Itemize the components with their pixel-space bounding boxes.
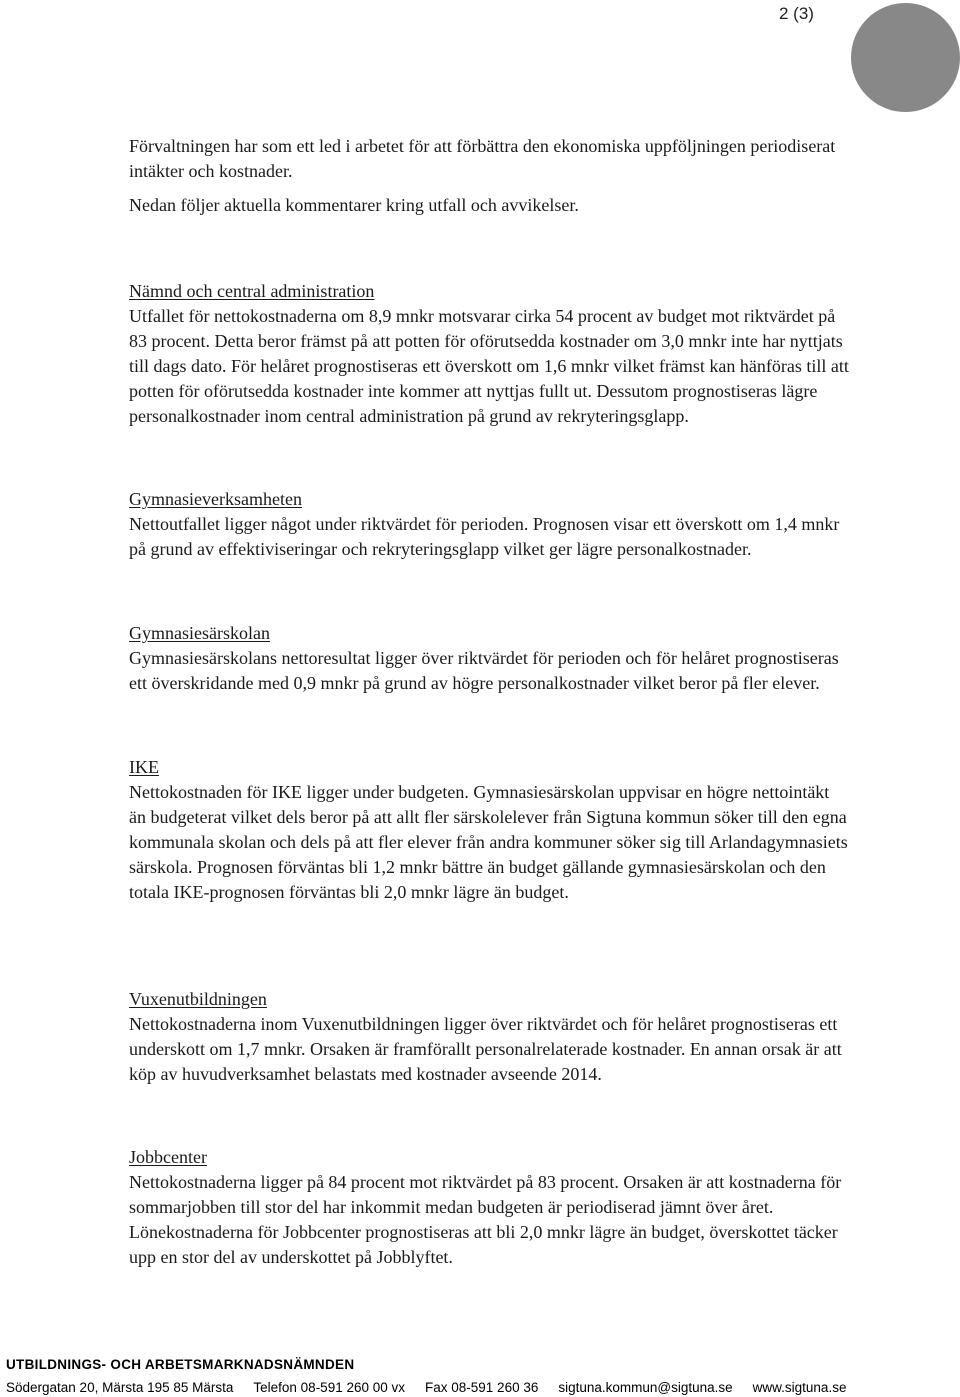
section-body: Nettokostnaderna ligger på 84 procent mot riktvärdet på 83 procent. Orsaken är att kostnaderna för sommarjobben till stor del har inkommit medan budgeten är periodiserad jämnt över året. Lönekostnaderna för Jobbcenter prognostiseras att bli 2,0 mnkr lägre än budget, överskottet täcker upp en stor del av underskottet på Jobblyftet. xyxy=(129,1172,842,1267)
section-heading: Vuxenutbildningen xyxy=(129,989,267,1009)
footer-organization: UTBILDNINGS- OCH ARBETSMARKNADSNÄMNDEN xyxy=(6,1357,355,1372)
intro-paragraph-2: Nedan följer aktuella kommentarer kring utfall och avvikelser. xyxy=(129,195,579,215)
footer-contact xyxy=(6,1380,956,1395)
section-heading: Nämnd och central administration xyxy=(129,281,375,301)
section-body: Nettoutfallet ligger något under riktvärdet för perioden. Prognosen visar ett överskott om 1,4 mnkr på grund av effektiviseringar och rekryteringsglapp vilket ger lägre personalkostnader. xyxy=(129,514,840,559)
section-body: Nettokostnaden för IKE ligger under budgeten. Gymnasiesärskolan uppvisar en högre nettointäkt än budgeterat vilket dels beror på att allt fler särskolelever från Sigtuna kommun söker till den egna kommunala skolan och dels på att fler elever från andra kommuner söker sig till Arlandagymnasiets särskola. Prognosen förväntas bli 1,2 mnkr bättre än budget gällande gymnasiesärskolan och den totala IKE-prognosen förväntas bli 2,0 mnkr lägre än budget. xyxy=(129,782,848,902)
intro-paragraph-1: Förvaltningen har som ett led i arbetet för att förbättra den ekonomiska uppföljningen periodiserat intäkter och kostnader. xyxy=(129,136,836,181)
section-ike xyxy=(129,755,849,905)
section-body: Gymnasiesärskolans nettoresultat ligger över riktvärdet för perioden och för helåret prognostiseras ett överskridande med 0,9 mnkr på grund av högre personalkostnader vilket beror på fler elever. xyxy=(129,648,839,693)
section-heading: Jobbcenter xyxy=(129,1147,207,1167)
section-heading: Gymnasiesärskolan xyxy=(129,623,270,643)
section-gymnasieverksamheten xyxy=(129,487,849,562)
section-heading: Gymnasieverksamheten xyxy=(129,489,302,509)
section-body: Utfallet för nettokostnaderna om 8,9 mnkr motsvarar cirka 54 procent av budget mot riktvärdet på 83 procent. Detta beror främst på att potten för oförutsedda kostnader om 3,0 mnkr inte har nyttjats till dags dato. För helåret prognostiseras ett överskott om 1,6 mnkr vilket främst kan hänföras till att potten för oförutsedda kostnader inte kommer att nyttjas fullt ut. Dessutom prognostiseras lägre personalkostnader inom central administration på grund av rekryteringsglapp. xyxy=(129,306,849,426)
section-namnd xyxy=(129,279,849,429)
footer-fax: Fax 08-591 260 36 xyxy=(425,1380,539,1395)
footer-address: Södergatan 20, Märsta 195 85 Märsta xyxy=(6,1380,234,1395)
page-number: 2 (3) xyxy=(779,4,814,23)
footer-email: sigtuna.kommun@sigtuna.se xyxy=(558,1380,733,1395)
section-heading: IKE xyxy=(129,757,159,777)
footer-website: www.sigtuna.se xyxy=(752,1380,847,1395)
footer-phone: Telefon 08-591 260 00 vx xyxy=(253,1380,406,1395)
intro xyxy=(129,134,849,218)
section-body: Nettokostnaderna inom Vuxenutbildningen ligger över riktvärdet och för helåret prognostiseras ett underskott om 1,7 mnkr. Orsaken är framförallt personalrelaterade kostnader. En annan orsak är att köp av huvudverksamhet belastats med kostnader avseende 2014. xyxy=(129,1014,842,1084)
section-jobbcenter xyxy=(129,1145,849,1270)
section-vuxenutbildningen xyxy=(129,987,849,1087)
corner-circle-decoration xyxy=(851,3,960,112)
section-gymnasiesarskolan xyxy=(129,621,849,696)
